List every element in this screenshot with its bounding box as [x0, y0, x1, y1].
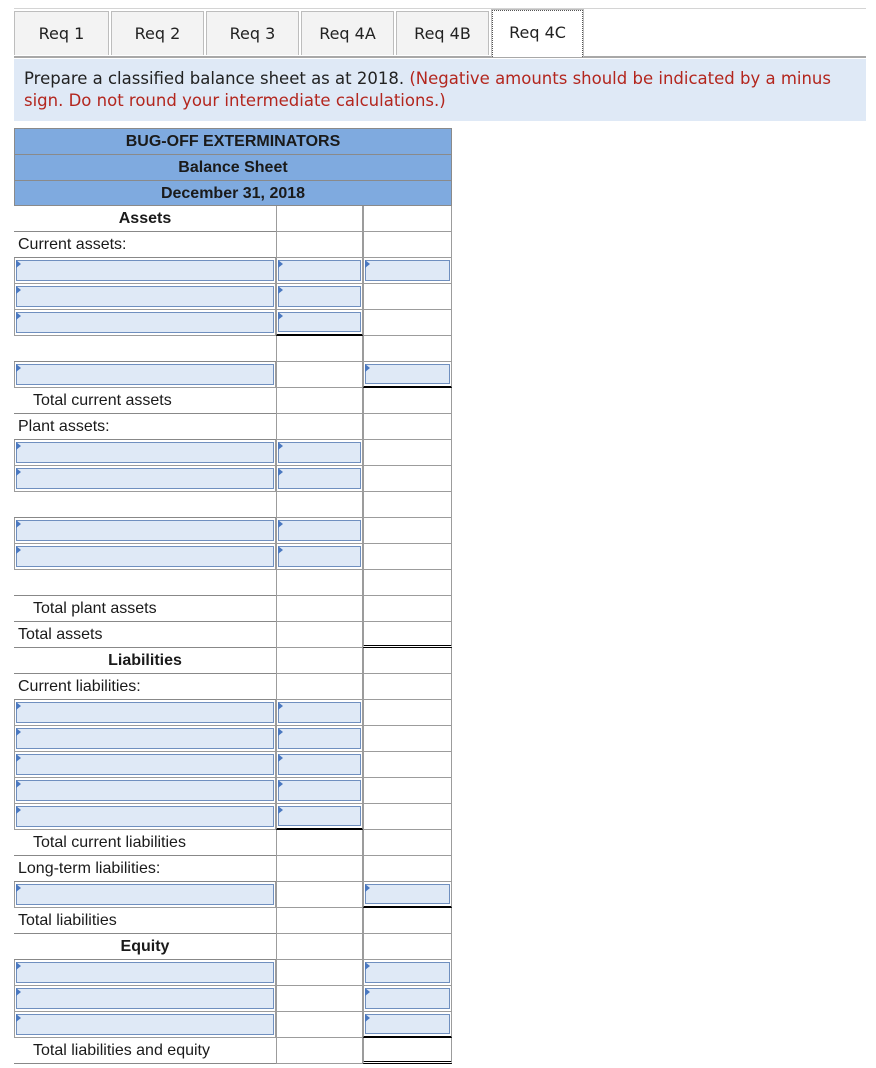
amount-cell-total: [363, 1012, 452, 1038]
amount-cell-total: [363, 700, 452, 726]
balance-sheet-row: [14, 362, 452, 388]
amount-cell-total: [363, 674, 452, 700]
account-name-cell: [14, 726, 276, 752]
amount-cell-detail: [276, 440, 363, 466]
amount-cell-detail: [276, 596, 363, 622]
account-name-dropdown[interactable]: [16, 442, 274, 463]
section-heading: Equity: [14, 934, 276, 960]
row-label: Long-term liabilities:: [14, 856, 276, 882]
account-name-dropdown[interactable]: [16, 286, 274, 307]
balance-sheet-row: [14, 1038, 452, 1064]
account-name-cell: [14, 804, 276, 830]
amount-cell-detail: [276, 674, 363, 700]
amount-cell-total: [363, 544, 452, 570]
account-name-dropdown[interactable]: [16, 546, 274, 567]
instructions-text: Prepare a classified balance sheet as at 2018.: [24, 69, 405, 88]
amount-input[interactable]: [365, 884, 450, 904]
balance-sheet-row: [14, 414, 452, 440]
amount-cell-detail: [276, 908, 363, 934]
amount-input[interactable]: [278, 260, 361, 281]
amount-cell-total: [363, 648, 452, 674]
amount-cell-detail: [276, 206, 363, 232]
amount-cell-detail: [276, 986, 363, 1012]
amount-cell-detail: [276, 778, 363, 804]
amount-cell-detail: [276, 1012, 363, 1038]
amount-cell-total: [363, 908, 452, 934]
amount-cell-detail: [276, 700, 363, 726]
balance-sheet-row: [14, 388, 452, 414]
amount-cell-detail: [276, 518, 363, 544]
balance-sheet-row: [14, 310, 452, 336]
amount-input[interactable]: [278, 468, 361, 489]
balance-sheet-row: [14, 544, 452, 570]
account-name-dropdown[interactable]: [16, 988, 274, 1009]
amount-input[interactable]: [365, 260, 450, 281]
balance-sheet-row: [14, 648, 452, 674]
total-label: Total current assets: [14, 388, 276, 414]
row-label: Total assets: [14, 622, 276, 648]
balance-sheet-row: [14, 726, 452, 752]
amount-cell-detail: [276, 284, 363, 310]
amount-cell-detail: [276, 544, 363, 570]
amount-cell-detail: [276, 1038, 363, 1064]
account-name-cell: [14, 310, 276, 336]
account-name-dropdown[interactable]: [16, 312, 274, 333]
total-label: Total current liabilities: [14, 830, 276, 856]
tab-req-4c[interactable]: [491, 9, 584, 57]
requirement-tabs: [14, 8, 866, 58]
row-label: Current assets:: [14, 232, 276, 258]
amount-cell-total: [363, 206, 452, 232]
amount-cell-total: [363, 336, 452, 362]
amount-cell-detail: [276, 362, 363, 388]
account-name-cell: [14, 544, 276, 570]
balance-sheet-row: [14, 934, 452, 960]
balance-sheet-rows: [14, 206, 452, 1064]
account-name-dropdown[interactable]: [16, 754, 274, 775]
amount-input[interactable]: [278, 806, 361, 826]
amount-cell-detail: [276, 466, 363, 492]
amount-input[interactable]: [278, 728, 361, 749]
tabs-bottom-border: [14, 56, 866, 58]
balance-sheet-row: [14, 492, 452, 518]
amount-input[interactable]: [278, 520, 361, 541]
amount-cell-total: [363, 596, 452, 622]
tab-req-2[interactable]: Req 2: [111, 11, 204, 55]
section-heading: Assets: [14, 206, 276, 232]
amount-input[interactable]: [278, 780, 361, 801]
amount-cell-total: [363, 310, 452, 336]
account-name-cell: [14, 986, 276, 1012]
blank-label-cell: [14, 492, 276, 518]
balance-sheet-row: [14, 804, 452, 830]
tab-req-4a[interactable]: Req 4A: [301, 11, 394, 55]
company-name-header: BUG-OFF EXTERMINATORS: [14, 128, 452, 154]
account-name-dropdown[interactable]: [16, 364, 274, 385]
tab-req-3[interactable]: Req 3: [206, 11, 299, 55]
balance-sheet-row: [14, 882, 452, 908]
amount-cell-total: [363, 804, 452, 830]
amount-input[interactable]: [278, 546, 361, 567]
account-name-dropdown[interactable]: [16, 260, 274, 281]
amount-cell-total: [363, 986, 452, 1012]
account-name-cell: [14, 284, 276, 310]
tab-req-4c-label: Req 4C: [509, 23, 566, 42]
amount-cell-total: [363, 440, 452, 466]
amount-cell-total: [363, 570, 452, 596]
blank-label-cell: [14, 570, 276, 596]
amount-input[interactable]: [278, 702, 361, 723]
balance-sheet-row: [14, 908, 452, 934]
account-name-dropdown[interactable]: [16, 780, 274, 801]
amount-cell-total: [363, 362, 452, 388]
statement-date-header: December 31, 2018: [14, 180, 452, 206]
amount-cell-detail: [276, 258, 363, 284]
amount-input[interactable]: [278, 312, 361, 332]
amount-cell-total: [363, 232, 452, 258]
amount-cell-detail: [276, 232, 363, 258]
statement-title-header: Balance Sheet: [14, 154, 452, 180]
balance-sheet-row: [14, 232, 452, 258]
amount-cell-detail: [276, 570, 363, 596]
amount-cell-detail: [276, 752, 363, 778]
amount-cell-total: [363, 752, 452, 778]
row-label: Plant assets:: [14, 414, 276, 440]
amount-cell-total: [363, 882, 452, 908]
balance-sheet-row: [14, 570, 452, 596]
balance-sheet-row: [14, 258, 452, 284]
balance-sheet-row: [14, 674, 452, 700]
amount-cell-detail: [276, 648, 363, 674]
amount-input[interactable]: [365, 1014, 450, 1034]
tabs-top-border: [14, 8, 866, 9]
amount-cell-detail: [276, 492, 363, 518]
account-name-dropdown[interactable]: [16, 702, 274, 723]
amount-input[interactable]: [365, 988, 450, 1009]
amount-input[interactable]: [278, 286, 361, 307]
balance-sheet-row: [14, 284, 452, 310]
amount-cell-total: [363, 388, 452, 414]
instructions-note: (Negative amounts should be indicated by a minus sign. Do not round your intermediate calculations.): [24, 69, 831, 110]
account-name-cell: [14, 1012, 276, 1038]
amount-cell-detail: [276, 804, 363, 830]
amount-cell-total: [363, 856, 452, 882]
amount-cell-total: [363, 284, 452, 310]
amount-cell-detail: [276, 726, 363, 752]
amount-cell-detail: [276, 388, 363, 414]
account-name-dropdown[interactable]: [16, 806, 274, 827]
amount-cell-detail: [276, 622, 363, 648]
amount-cell-total: [363, 830, 452, 856]
amount-cell-total: [363, 778, 452, 804]
section-heading: Liabilities: [14, 648, 276, 674]
balance-sheet-table: [14, 128, 452, 1064]
balance-sheet-row: [14, 596, 452, 622]
balance-sheet-row: [14, 778, 452, 804]
balance-sheet-row: [14, 440, 452, 466]
balance-sheet-row: [14, 466, 452, 492]
account-name-cell: [14, 258, 276, 284]
tab-focus-outline: [492, 10, 583, 57]
account-name-dropdown[interactable]: [16, 520, 274, 541]
balance-sheet-row: [14, 1012, 452, 1038]
amount-cell-total: [363, 934, 452, 960]
balance-sheet-row: [14, 830, 452, 856]
amount-input[interactable]: [278, 754, 361, 775]
row-label: Total liabilities: [14, 908, 276, 934]
account-name-cell: [14, 466, 276, 492]
amount-input[interactable]: [365, 364, 450, 384]
amount-cell-detail: [276, 310, 363, 336]
amount-cell-total: [363, 1038, 452, 1064]
amount-cell-detail: [276, 336, 363, 362]
amount-cell-total: [363, 960, 452, 986]
amount-input[interactable]: [278, 442, 361, 463]
account-name-cell: [14, 440, 276, 466]
amount-cell-total: [363, 492, 452, 518]
amount-cell-total: [363, 622, 452, 648]
amount-input[interactable]: [365, 962, 450, 983]
balance-sheet-row: [14, 700, 452, 726]
account-name-cell: [14, 518, 276, 544]
amount-cell-total: [363, 258, 452, 284]
total-label: Total liabilities and equity: [14, 1038, 276, 1064]
balance-sheet-row: [14, 856, 452, 882]
amount-cell-detail: [276, 934, 363, 960]
balance-sheet-row: [14, 336, 452, 362]
balance-sheet-row: [14, 518, 452, 544]
balance-sheet-row: [14, 622, 452, 648]
account-name-dropdown[interactable]: [16, 728, 274, 749]
amount-cell-total: [363, 414, 452, 440]
account-name-cell: [14, 700, 276, 726]
amount-cell-detail: [276, 830, 363, 856]
balance-sheet-row: [14, 206, 452, 232]
tab-req-1[interactable]: Req 1: [14, 11, 109, 55]
account-name-cell: [14, 882, 276, 908]
amount-cell-total: [363, 466, 452, 492]
balance-sheet-row: [14, 752, 452, 778]
account-name-cell: [14, 960, 276, 986]
instructions-box: [14, 59, 866, 121]
total-label: Total plant assets: [14, 596, 276, 622]
row-label: Current liabilities:: [14, 674, 276, 700]
account-name-cell: [14, 778, 276, 804]
amount-cell-detail: [276, 882, 363, 908]
account-name-dropdown[interactable]: [16, 884, 274, 905]
account-name-cell: [14, 362, 276, 388]
account-name-dropdown[interactable]: [16, 468, 274, 489]
account-name-dropdown[interactable]: [16, 1014, 274, 1035]
amount-cell-detail: [276, 960, 363, 986]
amount-cell-detail: [276, 414, 363, 440]
account-name-cell: [14, 752, 276, 778]
amount-cell-total: [363, 726, 452, 752]
amount-cell-detail: [276, 856, 363, 882]
amount-cell-total: [363, 518, 452, 544]
blank-label-cell: [14, 336, 276, 362]
tab-req-4b[interactable]: Req 4B: [396, 11, 489, 55]
balance-sheet-row: [14, 960, 452, 986]
balance-sheet-row: [14, 986, 452, 1012]
account-name-dropdown[interactable]: [16, 962, 274, 983]
